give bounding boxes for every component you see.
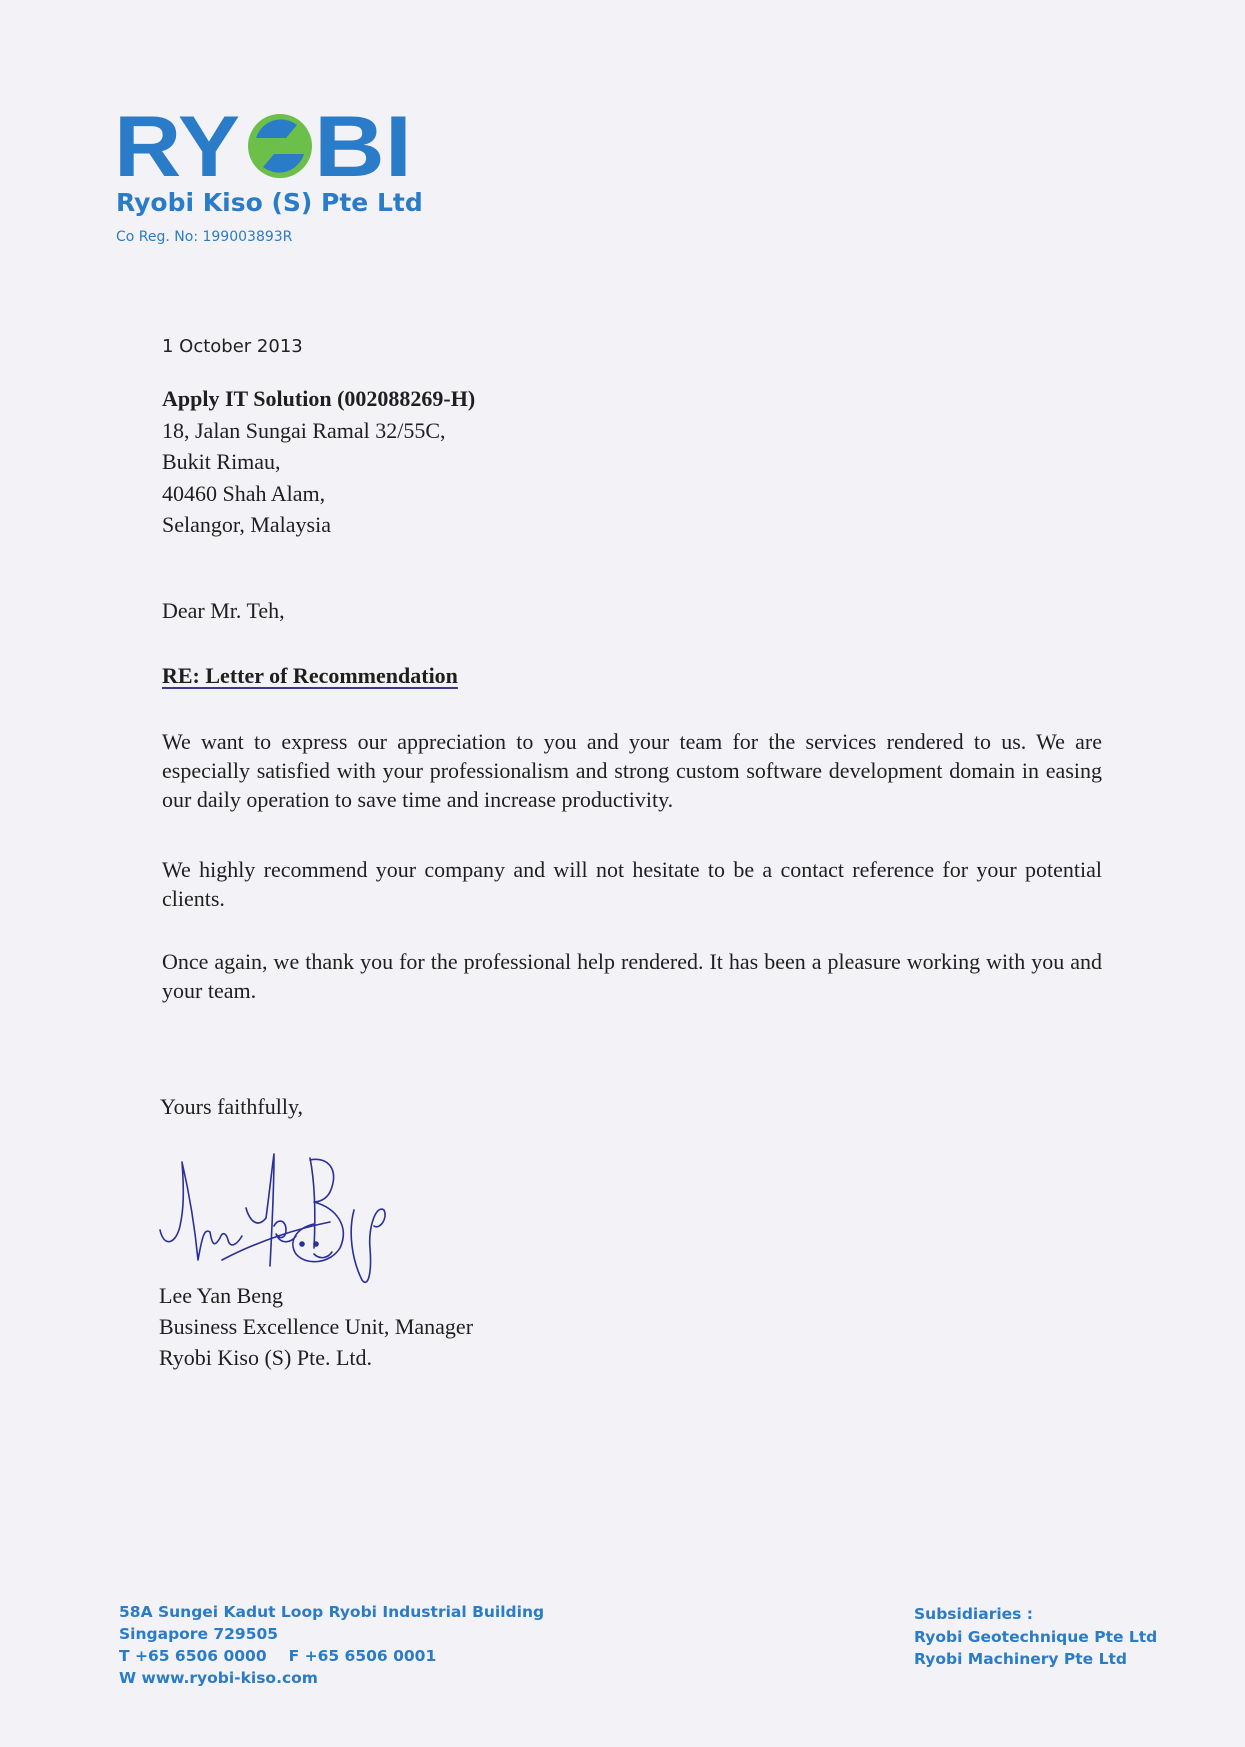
- subsidiaries-label: Subsidiaries :: [914, 1605, 1033, 1623]
- subject-line: RE: Letter of Recommendation: [162, 663, 458, 688]
- address-line: 40460 Shah Alam,: [162, 480, 326, 506]
- footer-web: W www.ryobi-kiso.com: [119, 1669, 318, 1687]
- footer-phone: T +65 6506 0000: [119, 1647, 267, 1665]
- ryobi-logo: [114, 108, 414, 184]
- signer-name: Lee Yan Beng: [159, 1283, 284, 1308]
- footer-subsidiaries: [914, 1603, 1157, 1671]
- signer-title: Business Excellence Unit, Manager: [159, 1314, 474, 1339]
- subsidiary-item: Ryobi Geotechnique Pte Ltd: [914, 1627, 1158, 1646]
- company-reg-no: Co Reg. No: 199003893R: [116, 229, 293, 245]
- signer-company: Ryobi Kiso (S) Pte. Ltd.: [159, 1345, 373, 1370]
- footer-phone-fax: [119, 1645, 544, 1667]
- body-paragraph: Once again, we thank you for the professional help rendered. It has been a pleasure working with you and your team.: [162, 949, 1102, 1003]
- salutation: Dear Mr. Teh,: [162, 598, 285, 623]
- footer-address-line: 58A Sungei Kadut Loop Ryobi Industrial Building: [119, 1603, 545, 1621]
- signer-block: [159, 1280, 473, 1373]
- address-line: 18, Jalan Sungai Ramal 32/55C,: [162, 417, 446, 443]
- svg-text:BI: BI: [314, 108, 412, 184]
- body-paragraph: We highly recommend your company and will not hesitate to be a contact reference for your potential clients.: [162, 857, 1102, 911]
- footer-contact: [119, 1601, 544, 1689]
- signature-image: [150, 1148, 440, 1288]
- subsidiary-item: Ryobi Machinery Pte Ltd: [914, 1650, 1127, 1668]
- body-paragraph: We want to express our appreciation to you and your team for the services rendered to us. We are especially satisfied with your professionalism and strong custom software development domain in easing our daily operation to save time and increase productivity.: [162, 729, 1102, 812]
- address-line: Selangor, Malaysia: [162, 512, 331, 537]
- footer-address-line: Singapore 729505: [119, 1625, 279, 1643]
- svg-text:RY: RY: [114, 108, 240, 184]
- closing: Yours faithfully,: [160, 1094, 304, 1119]
- footer-fax: F +65 6506 0001: [288, 1647, 437, 1665]
- letter-date: 1 October 2013: [162, 336, 303, 357]
- recipient-name: Apply IT Solution (002088269-H): [162, 386, 476, 411]
- address-line: Bukit Rimau,: [162, 449, 281, 474]
- company-name: Ryobi Kiso (S) Pte Ltd: [116, 188, 423, 217]
- recipient-address: [162, 383, 475, 541]
